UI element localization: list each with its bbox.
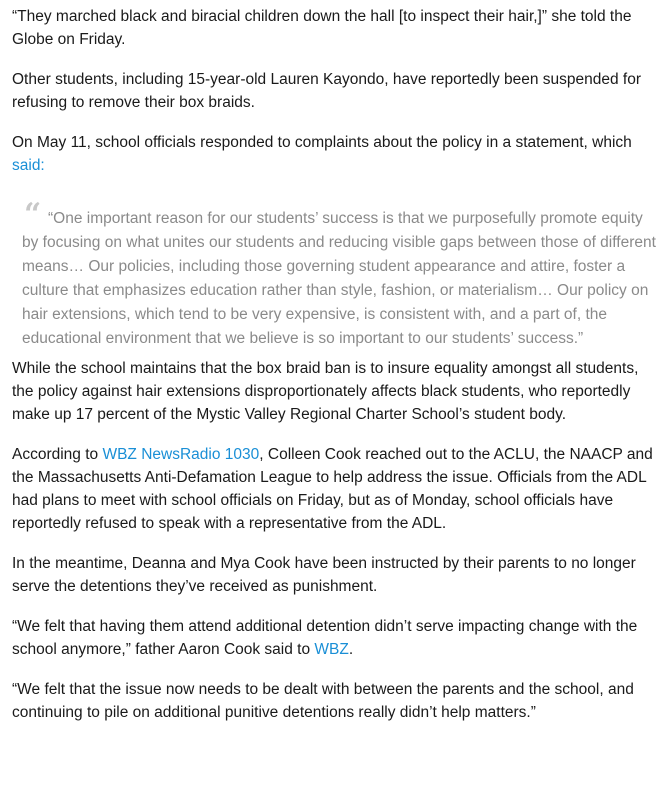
blockquote (12, 197, 656, 351)
said-link[interactable]: said: (12, 157, 45, 174)
paragraph-7-text: “We felt that having them attend additional detention didn’t serve impacting change with the school anymore,” father Aaron Cook said to (12, 618, 638, 658)
quote-mark-icon: “ (24, 197, 42, 232)
paragraph-7 (12, 615, 656, 661)
paragraph-8: “We felt that the issue now needs to be dealt with between the parents and the school, and continuing to pile on additional punitive detentions really didn’t help matters.” (12, 681, 634, 721)
paragraph-5-lead: According to (12, 446, 103, 463)
paragraph-3 (12, 131, 656, 177)
wbz-newsradio-link[interactable]: WBZ NewsRadio 1030 (102, 446, 260, 463)
paragraph-7-end: . (348, 641, 354, 658)
paragraph-1: “They marched black and biracial children down the hall [to inspect their hair,]” she told the Globe on Friday. (12, 8, 632, 48)
paragraph-5-text: , Colleen Cook reached out to the ACLU, the NAACP and the Massachusetts Anti-Defamation League to help address the issue. Officials from the ADL had plans to meet with school officials on Friday, but as of Monday, school officials have reportedly refused to speak with a representative from the ADL. (12, 446, 653, 532)
paragraph-3-text: On May 11, school officials responded to complaints about the policy in a statement, which (12, 134, 632, 151)
paragraph-5 (12, 443, 656, 535)
paragraph-4: While the school maintains that the box braid ban is to insure equality amongst all students, the policy against hair extensions disproportionately affects black students, who reportedly make up 17 percent of the Mystic Valley Regional Charter School’s student body. (12, 360, 639, 423)
wbz-link[interactable]: WBZ (314, 641, 349, 658)
paragraph-2: Other students, including 15-year-old Lauren Kayondo, have reportedly been suspended for refusing to remove their box braids. (12, 71, 642, 111)
blockquote-text: “One important reason for our students’ success is that we purposefully promote equity by focusing on what unites our students and reducing visible gaps between those of different means… Our policies, including those governing student appearance and attire, foster a culture that emphasizes education rather than style, fashion, or materialism… Our policy on hair extensions, which tend to be very expensive, is consistent with, and a part of, the educational environment that we believe is so important to our students’ success.” (22, 210, 656, 347)
paragraph-6: In the meantime, Deanna and Mya Cook have been instructed by their parents to no longer serve the detentions they’ve received as punishment. (12, 555, 636, 595)
